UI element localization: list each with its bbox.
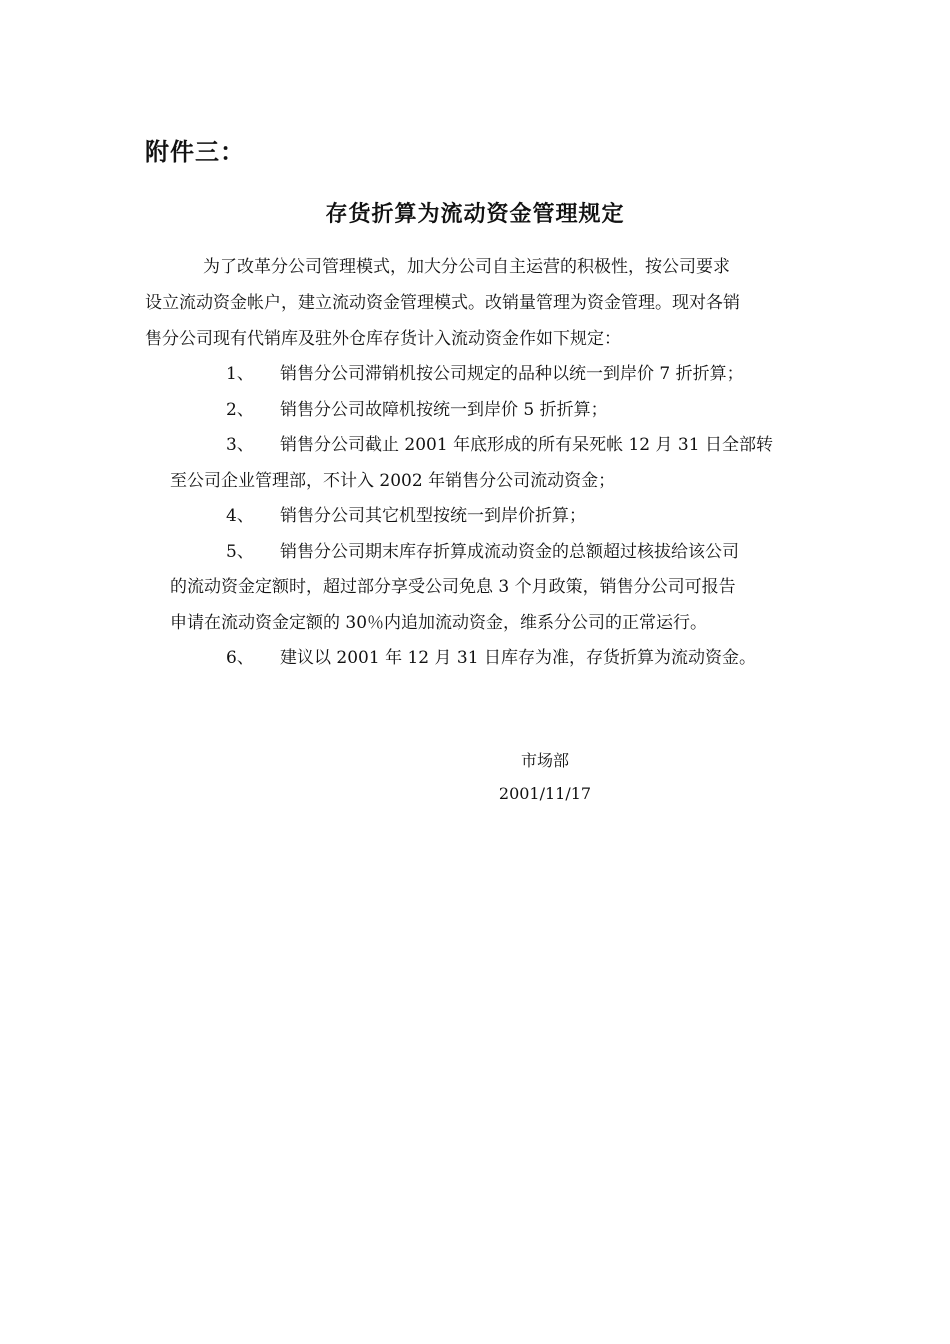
rule-number: 6、 xyxy=(226,648,254,668)
rule-text: 销售分公司故障机按统一到岸价 5 折折算； xyxy=(280,399,608,420)
rule-text: 销售分公司其它机型按统一到岸价折算； xyxy=(280,506,586,526)
intro-paragraph xyxy=(145,249,807,357)
intro-line: 为了改革分公司管理模式，加大分公司自主运营的积极性，按公司要求 xyxy=(203,257,730,277)
rule-number: 2、 xyxy=(226,399,254,420)
rule-number: 3、 xyxy=(226,435,254,455)
rule-text-continued: 的流动资金定额时，超过部分享受公司免息 3 个月政策，销售分公司可报告 xyxy=(170,577,736,597)
signature-department: 市场部 xyxy=(520,751,569,770)
rule-item xyxy=(0,428,950,499)
rules-list xyxy=(0,357,950,677)
signature-date: 2001/11/17 xyxy=(498,784,592,803)
rule-item xyxy=(0,499,950,535)
rule-text: 销售分公司期末库存折算成流动资金的总额超过核拔给该公司 xyxy=(280,541,739,562)
rule-item xyxy=(0,393,950,429)
intro-line: 设立流动资金帐户，建立流动资金管理模式。改销量管理为资金管理。现对各销 xyxy=(145,293,740,313)
rule-text-continued: 至公司企业管理部，不计入 2002 年销售分公司流动资金； xyxy=(170,470,616,491)
rule-number: 1、 xyxy=(226,364,254,384)
rule-text: 销售分公司滞销机按公司规定的品种以统一到岸价 7 折折算； xyxy=(280,364,744,384)
document-title: 存货折算为流动资金管理规定 xyxy=(325,202,625,227)
rule-text-continued: 申请在流动资金定额的 30％内追加流动资金，维系分公司的正常运行。 xyxy=(170,612,708,633)
rule-number: 5、 xyxy=(226,541,254,562)
rule-text: 销售分公司截止 2001 年底形成的所有呆死帐 12 月 31 日全部转 xyxy=(280,435,773,455)
intro-line: 售分公司现有代销库及驻外仓库存货计入流动资金作如下规定： xyxy=(145,329,621,349)
rule-item xyxy=(0,641,950,677)
rule-text: 建议以 2001 年 12 月 31 日库存为准，存货折算为流动资金。 xyxy=(280,648,756,668)
rule-item xyxy=(0,357,950,393)
rule-number: 4、 xyxy=(226,506,254,526)
rule-item xyxy=(0,535,950,642)
attachment-label: 附件三： xyxy=(145,138,245,166)
